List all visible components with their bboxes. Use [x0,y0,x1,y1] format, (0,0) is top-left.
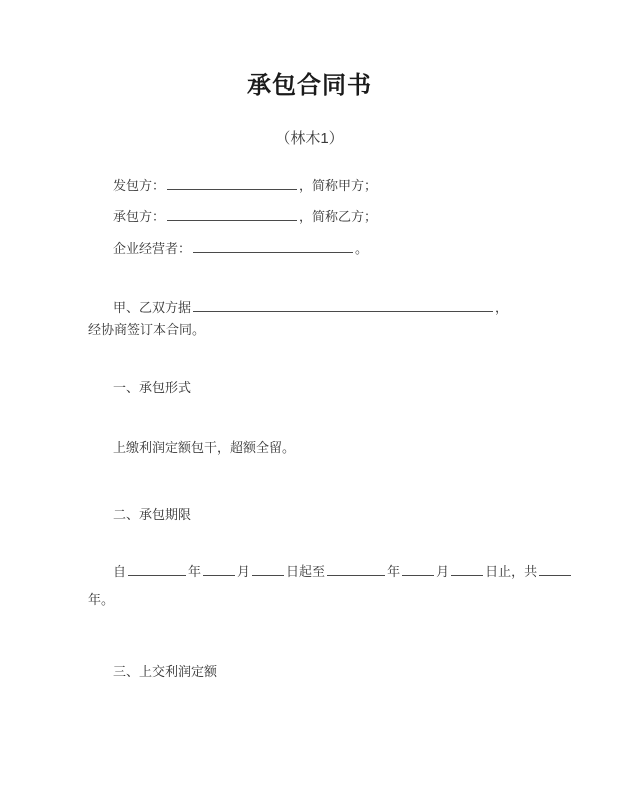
intro-clause-blank[interactable] [193,298,493,312]
term-total-years-blank[interactable] [539,562,571,576]
party-row-second [113,207,377,227]
term-end-month-blank[interactable] [402,562,434,576]
term-end-day-blank[interactable] [451,562,483,576]
term-end-year-label: 年 [387,564,401,579]
term-end-day-label: 日止，共 [485,564,538,579]
section-heading-one: 一、承包形式 [113,380,192,395]
party-label-first: 发包方： [113,178,166,193]
term-start-month-blank[interactable] [203,562,235,576]
section-body-one: 上缴利润定额包干，超额全留。 [113,440,296,455]
party-row-first [113,176,377,196]
term-start-month-label: 月 [237,564,251,579]
section-heading-two: 二、承包期限 [113,507,192,522]
party-blank-second[interactable] [167,207,297,221]
operator-blank[interactable] [193,239,353,253]
page-title: 承包合同书 [247,72,372,99]
term-start-year-label: 年 [188,564,202,579]
term-start-year-blank[interactable] [128,562,186,576]
intro-clause-lead: 甲、乙双方据 [113,300,192,315]
party-tail-second: ，简称乙方； [299,209,378,224]
page-subtitle: （林木1） [275,130,344,147]
term-from-label: 自 [113,564,127,579]
party-label-second: 承包方： [113,209,166,224]
party-tail-first: ，简称甲方； [299,178,378,193]
intro-clause-continuation: 经协商签订本合同。 [88,322,206,337]
intro-clause-row [113,298,583,318]
section-heading-three: 三、上交利润定额 [113,664,218,679]
term-end-month-label: 月 [436,564,450,579]
term-start-day-label: 日起至 [286,564,326,579]
operator-label: 企业经营者： [113,241,192,256]
intro-clause-tail: ， [495,300,509,315]
operator-row [113,239,368,259]
operator-tail: 。 [355,241,369,256]
term-end-year-blank[interactable] [327,562,385,576]
term-start-day-blank[interactable] [252,562,284,576]
party-blank-first[interactable] [167,176,297,190]
term-date-row [113,562,573,582]
term-date-continuation: 年。 [88,592,115,607]
